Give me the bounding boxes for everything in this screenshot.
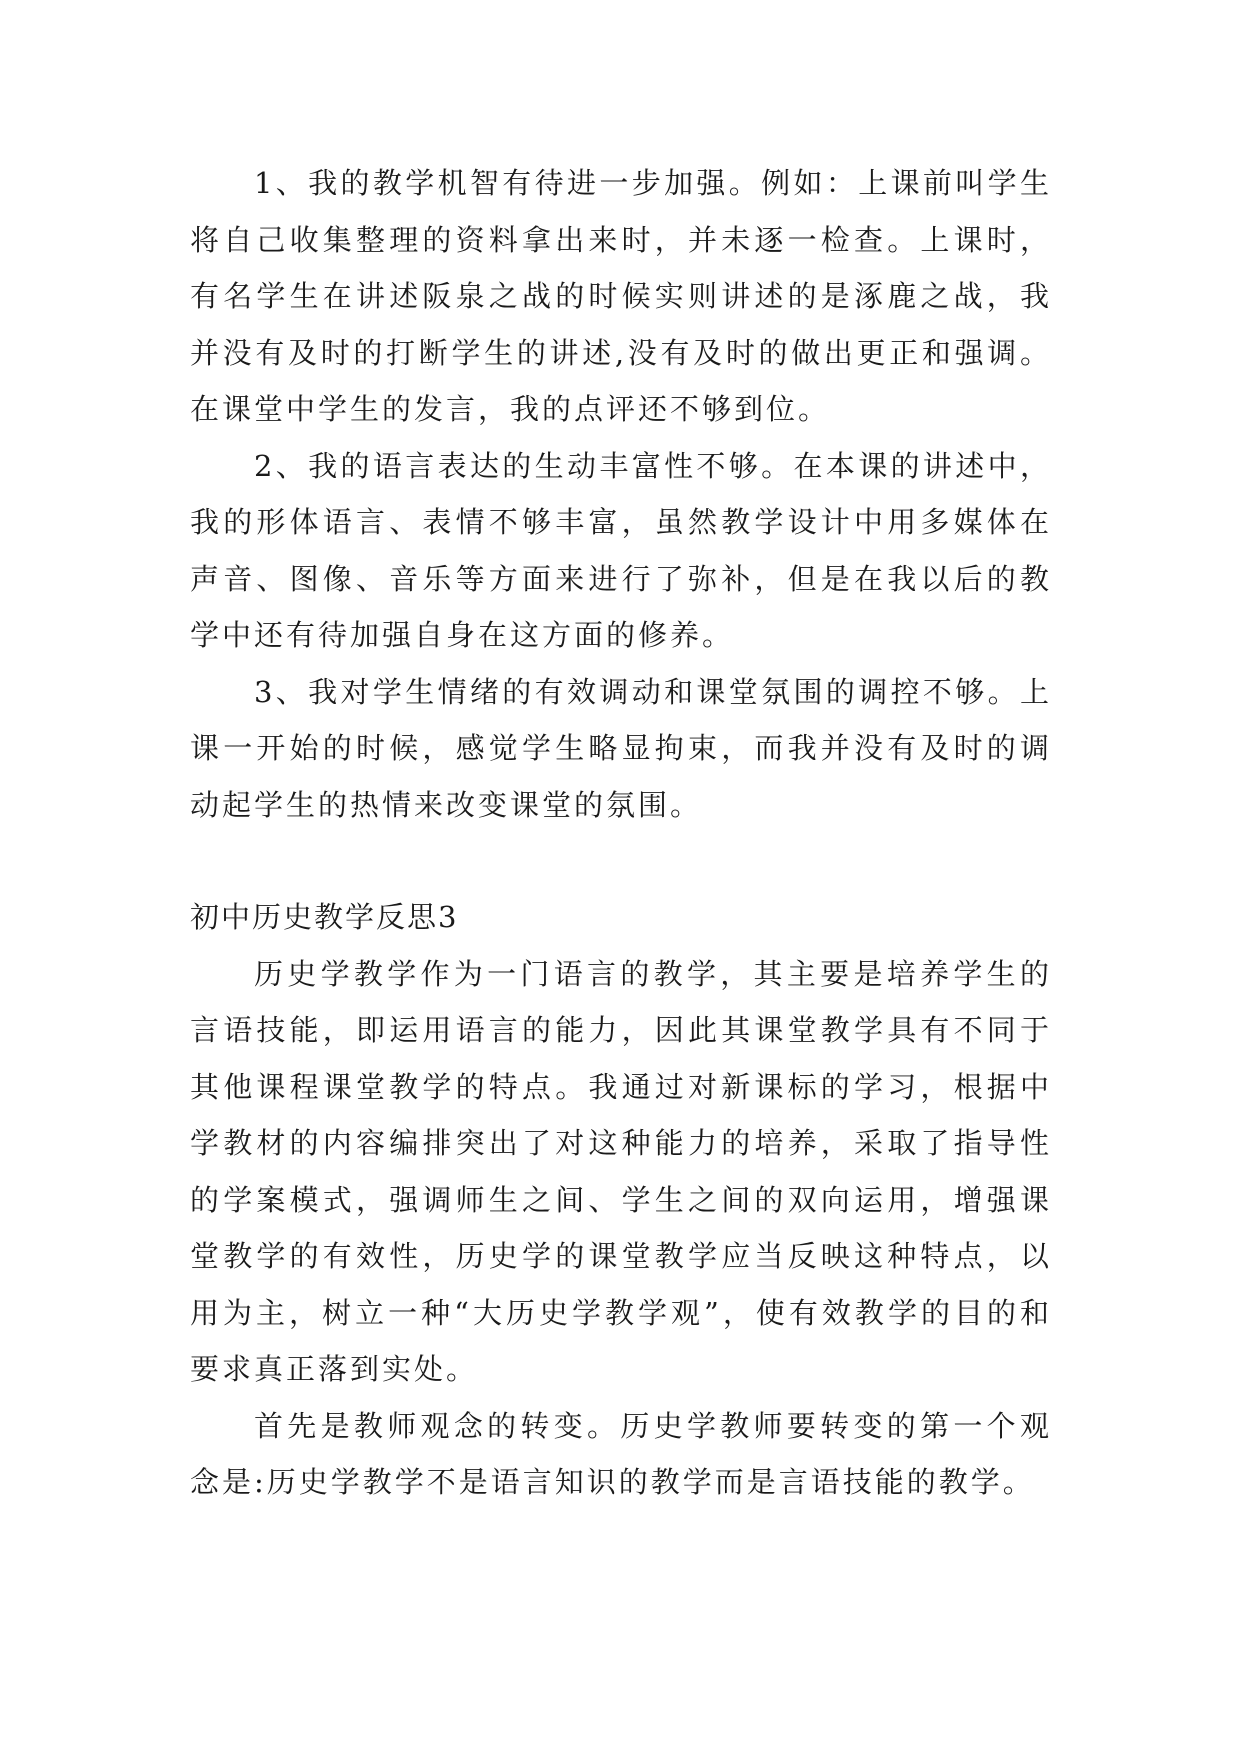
paragraph-point-1: 1、我的教学机智有待进一步加强。例如：上课前叫学生将自己收集整理的资料拿出来时，并未逐一检查。上课时，有名学生在讲述阪泉之战的时候实则讲述的是涿鹿之战，我并没有及时的打断学生的讲述,没有及时的做出更正和强调。在课堂中学生的发言，我的点评还不够到位。 xyxy=(190,166,1052,426)
paragraph-point-2: 2、我的语言表达的生动丰富性不够。在本课的讲述中，我的形体语言、表情不够丰富，虽然教学设计中用多媒体在声音、图像、音乐等方面来进行了弥补，但是在我以后的教学中还有待加强自身在这方面的修养。 xyxy=(190,448,1052,652)
paragraph-intro: 历史学教学作为一门语言的教学，其主要是培养学生的言语技能，即运用语言的能力，因此其课堂教学具有不同于其他课程课堂教学的特点。我通过对新课标的学习，根据中学教材的内容编排突出了对这种能力的培养，采取了指导性的学案模式，强调师生之间、学生之间的双向运用，增强课堂教学的有效性，历史学的课堂教学应当反映这种特点，以用为主，树立一种“大历史学教学观”，使有效教学的目的和要求真正落到实处。 xyxy=(190,956,1052,1386)
section-heading: 初中历史教学反思3 xyxy=(190,900,459,934)
document-body xyxy=(190,155,1052,1511)
paragraph-point-3: 3、我对学生情绪的有效调动和课堂氛围的调控不够。上课一开始的时候，感觉学生略显拘束，而我并没有及时的调动起学生的热情来改变课堂的氛围。 xyxy=(190,674,1052,822)
section-spacer xyxy=(190,833,1052,889)
paragraph-teacher-mindset: 首先是教师观念的转变。历史学教师要转变的第一个观念是:历史学教学不是语言知识的教学而是言语技能的教学。 xyxy=(190,1408,1052,1499)
